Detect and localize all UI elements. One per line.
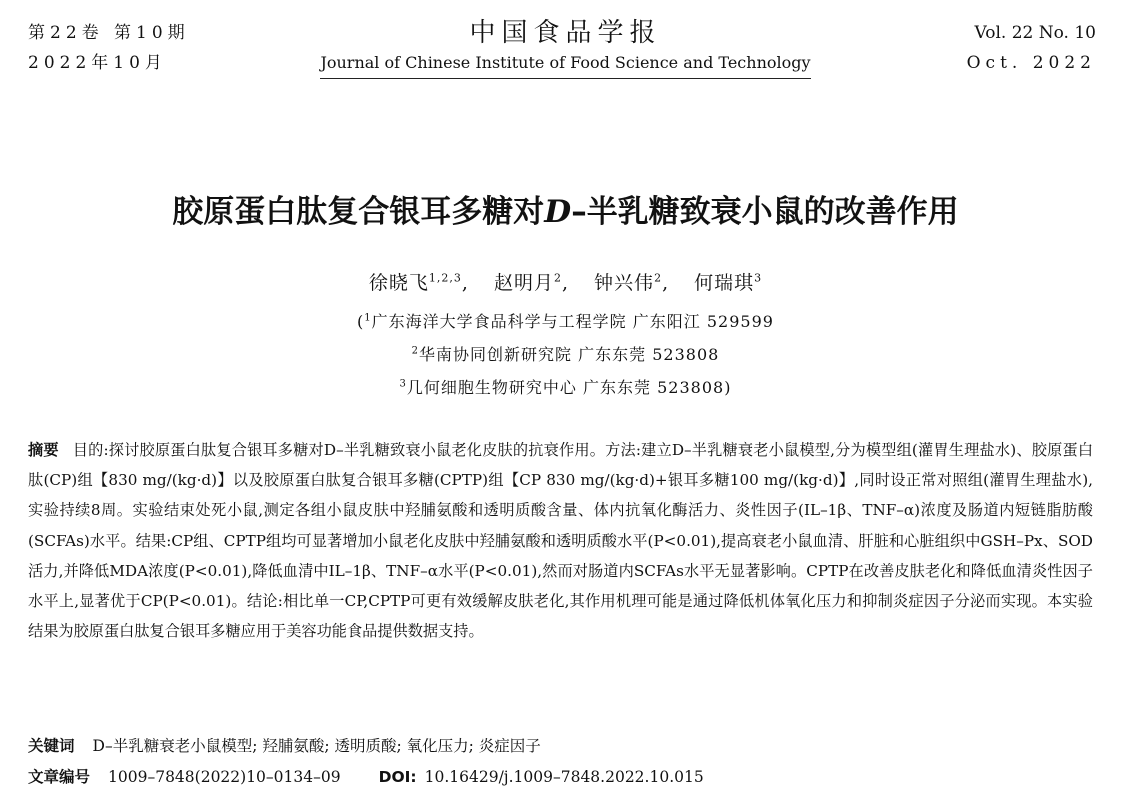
article-info: [28, 765, 704, 787]
abstract-text: 目的:探讨胶原蛋白肽复合银耳多糖对D–半乳糖致衰小鼠老化皮肤的抗衰作用。方法:建立D–半乳糖衰老小鼠模型,分为模型组(灌胃生理盐水)、胶原蛋白肽(CP)组【830 mg/(kg·d)】以及胶原蛋白肽复合银耳多糖(CPTP)组【CP 830 mg/(kg·d)+银耳多糖100 mg/(kg·d)】,同时设正常对照组(灌胃生理盐水),实验持续8周。实验结束处死小鼠,测定各组小鼠皮肤中羟脯氨酸和透明质酸含量、体内抗氧化酶活力、炎性因子(IL–1β、TNF–α)浓度及肠道内短链脂肪酸(SCFAs)水平。结果:CP组、CPTP组均可显著增加小鼠老化皮肤中羟脯氨酸和透明质酸水平(P<0.01),提高衰老小鼠血清、肝脏和心脏组织中GSH–Px、SOD活力,并降低MDA浓度(P<0.01),降低血清中IL–1β、TNF–α水平(P<0.01),然而对肠道内SCFAs水平无显著影响。CPTP在改善皮肤老化和降低血清炎性因子水平上,显著优于CP(P<0.01)。结论:相比单一CP,CPTP可更有效缓解皮肤老化,其作用机理可能是通过降低机体氧化压力和抑制炎症因子分泌而实现。本实验结果为胶原蛋白肽复合银耳多糖应用于美容功能食品提供数据支持。: [28, 441, 1094, 641]
header-center: [0, 18, 1131, 79]
title-part2: –半乳糖致衰小鼠的改善作用: [571, 194, 959, 230]
affiliation: $^3$几何细胞生物研究中心 广东东莞 523808): [399, 378, 732, 397]
title-italic: D: [544, 194, 572, 230]
author: 徐晓飞$^{1,2,3}$,: [368, 271, 469, 294]
affiliation: ($^1$广东海洋大学食品科学与工程学院 广东阳江 529599: [357, 312, 774, 331]
journal-title-cn: 中国食品学报: [469, 18, 662, 48]
header-right: [967, 18, 1096, 78]
abstract-label: 摘要: [28, 441, 59, 459]
author: 何瑞琪$^3$: [694, 271, 763, 294]
title-part1: 胶原蛋白肽复合银耳多糖对: [172, 194, 545, 230]
article-number: 1009–7848(2022)10–0134–09: [108, 768, 341, 786]
date-en: Oct. 2022: [966, 53, 1096, 73]
author: 赵明月$^2$,: [493, 271, 569, 294]
article-number-label: 文章编号: [28, 768, 91, 786]
author: 钟兴伟$^2$,: [594, 271, 670, 294]
doi-value: 10.16429/j.1009–7848.2022.10.015: [424, 768, 704, 786]
keywords-text: D–半乳糖衰老小鼠模型; 羟脯氨酸; 透明质酸; 氧化压力; 炎症因子: [92, 737, 541, 755]
volume-issue-cn: 第22卷 第10期: [28, 23, 190, 43]
doi-label: DOI:: [378, 768, 417, 786]
journal-title-en: Journal of Chinese Institute of Food Science and Technology: [320, 48, 810, 79]
volume-issue-en: Vol. 22 No. 10: [974, 23, 1096, 43]
keywords-label: 关键词: [28, 737, 75, 755]
date-cn: 2022年10月: [28, 53, 167, 73]
keywords: [28, 734, 541, 756]
author-list: [0, 268, 1131, 295]
affiliation: $^2$华南协同创新研究院 广东东莞 523808: [411, 345, 720, 364]
paper-title: [0, 186, 1131, 231]
abstract: [28, 435, 1093, 646]
